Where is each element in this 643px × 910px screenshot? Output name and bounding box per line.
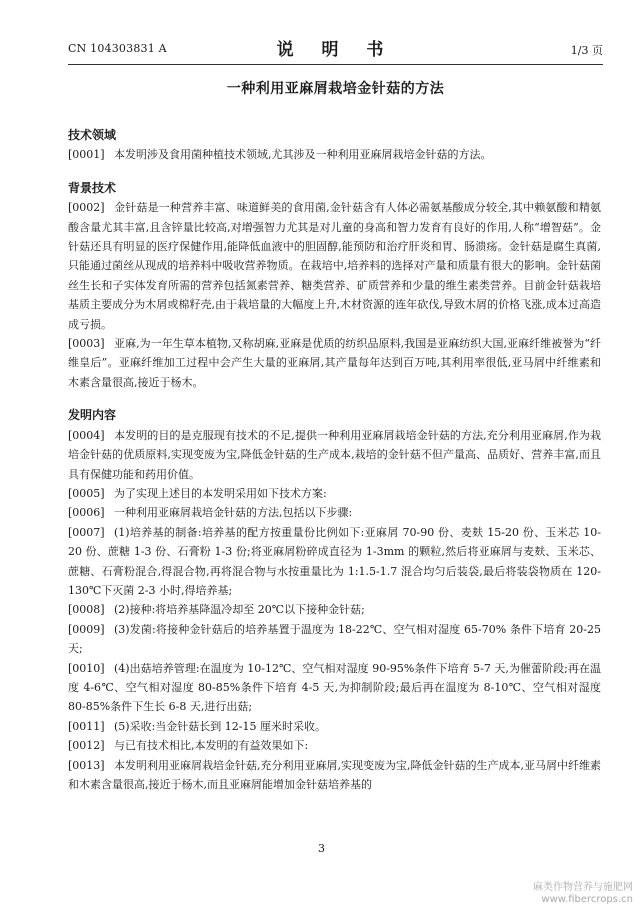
watermark: [533, 882, 633, 906]
paragraph-text: 本发明的目的是克服现有技术的不足,提供一种利用亚麻屑栽培金针菇的方法,充分利用亚麻屑,作为栽培金针菇的优质原料,实现变废为宝,降低金针菇的生产成本,栽培的金针菇不但产量高、品质好、营养丰富,而且具有保健功能和药用价值。: [68, 428, 601, 481]
watermark-site-name: 麻类作物营养与施肥网: [533, 882, 633, 893]
paragraph: [68, 503, 601, 522]
paragraph-number: [0011]: [68, 719, 105, 733]
paragraph: [68, 334, 601, 392]
section-heading: 背景技术: [68, 180, 117, 195]
section-heading: 发明内容: [68, 408, 117, 423]
paragraph-text: 一种利用亚麻屑栽培金针菇的方法,包括以下步骤:: [114, 506, 353, 520]
page-indicator: 1/3 页: [570, 44, 603, 57]
section-heading: 技术领域: [68, 128, 117, 142]
paragraph: [68, 523, 601, 601]
page-number: 3: [318, 842, 325, 855]
paragraph: [68, 659, 601, 717]
paragraph-text: (2)接种:将培养基降温冷却至 20℃以下接种金针菇;: [114, 603, 365, 617]
paragraph: [68, 717, 601, 736]
paragraph-number: [0005]: [68, 486, 105, 500]
document-title: 一种利用亚麻屑栽培金针菇的方法: [226, 81, 445, 97]
watermark-url: www.fibercrops.cn: [541, 894, 633, 905]
paragraph-text: 与已有技术相比,本发明的有益效果如下:: [114, 739, 309, 753]
paragraph-text: (3)发菌:将接种金针菇后的培养基置于温度为 18-22℃、空气相对湿度 65-70% 条件下培育 20-25 天;: [68, 622, 601, 656]
paragraph: [68, 620, 601, 659]
paragraph-text: (5)采收:当金针菇长到 12-15 厘米时采收。: [114, 719, 326, 733]
paragraph-number: [0006]: [68, 506, 105, 520]
paragraph-text: 本发明利用亚麻屑栽培金针菇,充分利用亚麻屑,实现变废为宝,降低金针菇的生产成本,亚马屑中纤维素和木素含量很高,接近于杨木,而且亚麻屑能增加金针菇培养基的: [68, 758, 601, 791]
paragraph-number: [0012]: [68, 739, 105, 753]
paragraph-text: 为了实现上述目的本发明采用如下技术方案:: [114, 486, 327, 500]
paragraph: [68, 426, 601, 484]
page-header: [68, 34, 603, 62]
paragraph-number: [0013]: [68, 758, 105, 772]
paragraph-number: [0001]: [68, 148, 105, 162]
paragraph-number: [0007]: [68, 525, 105, 539]
paragraph-text: 金针菇是一种营养丰富、味道鲜美的食用菌,金针菇含有人体必需氨基酸成分较全,其中赖氨酸和精氨酸含量尤其丰富,且含锌量比较高,对增强智力尤其是对儿童的身高和智力发育有良好的作用,人称“增智菇”。金针菇还具有明显的医疗保健作用,能降低血液中的胆固醇,能预防和治疗肝炎和胃、肠溃疡。金针菇是腐生真菌,只能通过菌丝从现成的培养料中吸收营养物质。在栽培中,培养料的选择对产量和质量有很大的影响。金针菇菌丝生长和子实体发育所需的营养包括氮素营养、糖类营养、矿质营养和少量的维生素类营养。目前金针菇栽培基质主要成分为木屑或棉籽壳,由于栽培量的大幅度上升,木材资源的连年砍伐,导致木屑的价格飞涨,成本过高造成亏损。: [68, 201, 601, 331]
publication-number: CN 104303831 A: [68, 42, 167, 55]
paragraph: [68, 736, 601, 755]
paragraph-text: (1)培养基的制备:培养基的配方按重量份比例如下:亚麻屑 70-90 份、麦麸 15-20 份、玉米芯 10-20 份、蔗糖 1-3 份、石膏粉 1-3 份;将亚麻屑粉碎成直径为 1-3mm 的颗粒,然后将亚麻屑与麦麸、玉米芯、蔗糖、石膏粉混合,得混合物,再将混合物与水按重量比为 1:1.5-1.7 混合均匀后装袋,最后将装袋物质在 120-130℃下灭菌 2-3 小时,得培养基;: [68, 525, 601, 597]
paragraph-text: 亚麻,为一年生草本植物,又称胡麻,亚麻是优质的纺织品原料,我国是亚麻纺织大国,亚麻纤维被誉为“纤维皇后”。亚麻纤维加工过程中会产生大量的亚麻屑,其产量每年达到百万吨,其利用率很低,亚马屑中纤维素和木素含量很高,接近于杨木。: [68, 337, 601, 389]
paragraph-number: [0002]: [68, 201, 105, 215]
document-section-title: 说 明 书: [276, 40, 395, 60]
paragraph-number: [0003]: [68, 337, 105, 351]
paragraph: [68, 484, 601, 503]
paragraph-number: [0004]: [68, 428, 105, 442]
paragraph: [68, 756, 601, 795]
paragraph-number: [0010]: [68, 661, 105, 675]
header-divider: [68, 64, 603, 65]
paragraph: [68, 145, 601, 164]
paragraph-number: [0009]: [68, 622, 105, 636]
paragraph: [68, 600, 601, 619]
paragraph-text: 本发明涉及食用菌种植技术领域,尤其涉及一种利用亚麻屑栽培金针菇的方法。: [114, 148, 492, 162]
paragraph-text: (4)出菇培养管理:在温度为 10-12℃、空气相对湿度 90-95%条件下培育 5-7 天,为催蕾阶段;再在温度 4-6℃、空气相对湿度 80-85%条件下培育 4-5 天,为抑制阶段;最后再在温度为 8-10℃、空气相对湿度 80-85%条件下生长 6-8 天,进行出菇;: [68, 661, 601, 714]
paragraph-number: [0008]: [68, 603, 105, 617]
paragraph: [68, 198, 601, 334]
document-body: [68, 126, 601, 794]
